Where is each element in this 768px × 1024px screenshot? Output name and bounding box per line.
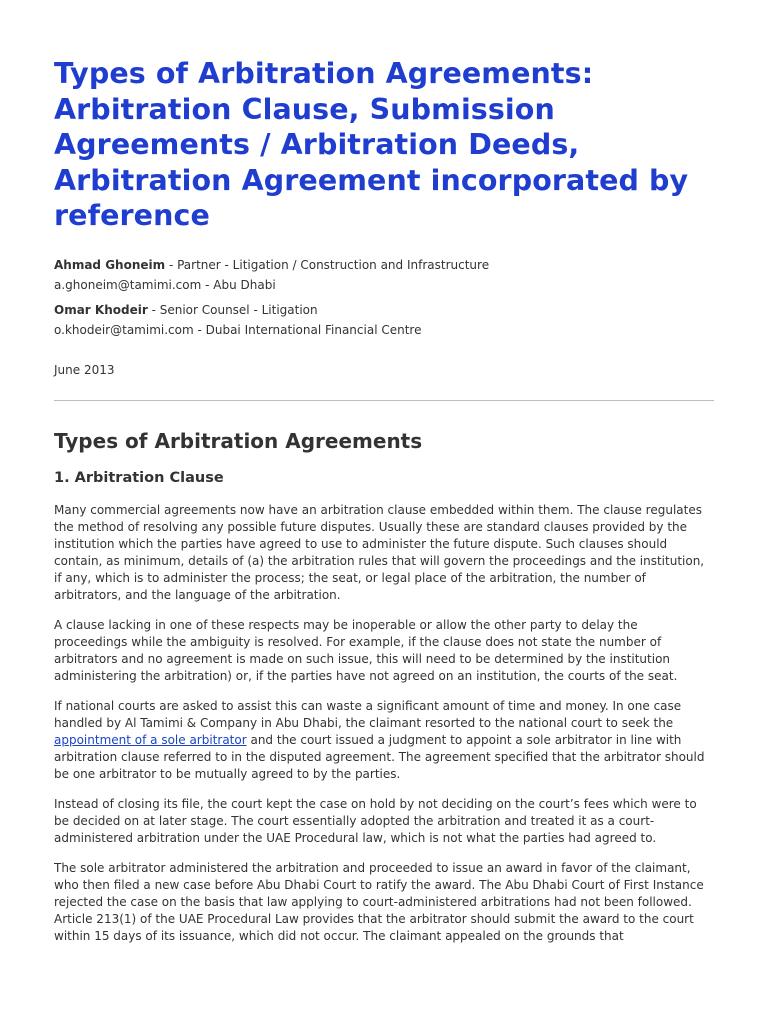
sole-arbitrator-link[interactable]: appointment of a sole arbitrator (54, 732, 247, 747)
body-paragraph: Many commercial agreements now have an arbitration clause embedded within them. The clause regulates the method of resolving any possible future disputes. Usually these are standard clauses provided by the institution which the parties have agreed to use to administer the future dispute. Such clauses should contain, as minimum, details of (a) the arbitration rules that will govern the proceedings and the institution, if any, which is to administer the process; the seat, or legal place of the arbitration, the number of arbitrators, and the language of the arbitration. (54, 502, 705, 602)
author-entry (54, 255, 714, 295)
document-page (54, 56, 714, 945)
author-line (54, 255, 714, 275)
body-paragraph: Instead of closing its file, the court kept the case on hold by not deciding on the court’s fees which were to be decided on at later stage. The court essentially adopted the arbitration and treated it as a court-administered arbitration under the UAE Procedural law, which is not what the parties had agreed to. (54, 796, 697, 845)
paragraph-text: and the court issued a judgment to appoint a sole arbitrator in line with arbitration clause referred to in the disputed agreement. The agreement specified that the arbitrator should be one arbitrator to be mutually agreed to by the parties. (54, 732, 705, 781)
author-name: Omar Khodeir (54, 302, 148, 317)
author-name: Ahmad Ghoneim (54, 257, 166, 272)
subsection-heading: 1. Arbitration Clause (54, 469, 224, 486)
body-paragraph: The sole arbitrator administered the arbitration and proceeded to issue an award in favor of the claimant, who then filed a new case before Abu Dhabi Court to ratify the award. The Abu Dhabi Court of First Instance rejected the case on the basis that law applying to court-administered arbitrations had not been followed. Article 213(1) of the UAE Procedural Law provides that the arbitrator should submit the award to the court within 15 days of its issuance, which did not occur. The claimant appealed on the grounds that (54, 860, 704, 943)
body-paragraph (54, 698, 714, 783)
author-contact: a.ghoneim@tamimi.com - Abu Dhabi (54, 277, 276, 292)
paragraph-text: If national courts are asked to assist this can waste a significant amount of time and money. In one case handled by Al Tamimi & Company in Abu Dhabi, the claimant resorted to the national court to seek the (54, 698, 682, 730)
divider (54, 400, 714, 401)
author-details: - Partner - Litigation / Construction and Infrastructure (165, 257, 490, 272)
author-line (54, 300, 714, 320)
document-title: Types of Arbitration Agreements: Arbitration Clause, Submission Agreements / Arbitration Deeds, Arbitration Agreement incorporated by reference (54, 57, 689, 232)
author-details: - Senior Counsel - Litigation (147, 302, 318, 317)
author-contact: o.khodeir@tamimi.com - Dubai International Financial Centre (54, 322, 422, 337)
body-paragraph: A clause lacking in one of these respects may be inoperable or allow the other party to delay the proceedings while the ambiguity is resolved. For example, if the clause does not state the number of arbitrators and no agreement is made on such issue, this will need to be determined by the institution administering the arbitration) or, if the parties have not agreed on an institution, the courts of the seat. (54, 617, 678, 683)
author-list (54, 255, 714, 340)
publication-date: June 2013 (54, 362, 115, 377)
section-heading: Types of Arbitration Agreements (54, 428, 423, 453)
author-entry (54, 300, 714, 340)
